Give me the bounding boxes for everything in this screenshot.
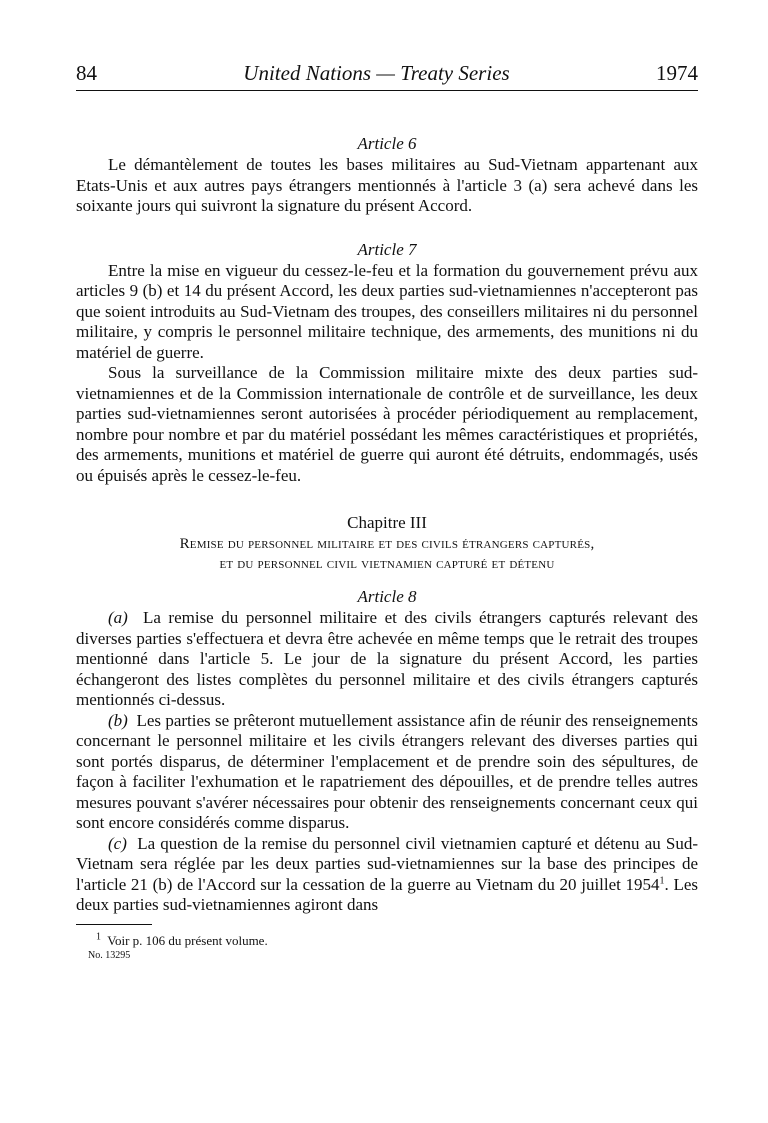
footnote	[76, 933, 698, 949]
article-7-paragraph-2: Sous la surveillance de la Commission militaire mixte des deux parties sud-vietnamiennes et de la Commission internationale de contrôle et de surveillance, les deux parties sud-vietnamiennes seront autorisées à procéder périodiquement au remplacement, nombre pour nombre et par du matériel possédant les mêmes caractéristiques et propriétés, des armements, munitions et matériel de guerre qui auront été détruits, endommagés, usés ou épuisés après le cessez-le-feu.	[76, 363, 698, 485]
article-8-paragraph-a	[76, 608, 698, 711]
article-7-paragraph-1: Entre la mise en vigueur du cessez-le-feu et la formation du gouvernement prévu aux articles 9 (b) et 14 du présent Accord, les deux parties sud-vietnamiennes n'accepteront pas que soient introduits au Sud-Vietnam des troupes, des conseillers militaires ni du personnel militaire, y compris le personnel militaire technique, des armements, des munitions ni du matériel de guerre.	[76, 260, 698, 362]
page-number: 84	[76, 61, 97, 85]
footnote-mark: 1	[96, 931, 101, 943]
article-8-paragraph-b	[76, 711, 698, 834]
series-title: United Nations — Treaty Series	[243, 61, 510, 85]
article-6-paragraph: Le démantèlement de toutes les bases militaires au Sud-Vietnam appartenant aux Etats-Unis et aux autres pays étrangers mentionnés à l'article 3 (a) sera achevé dans les soixante jours qui suivront la signature du présent Accord.	[76, 155, 698, 215]
paragraph-b-text: Les parties se prêteront mutuellement assistance afin de réunir des renseignements concernant le personnel militaire et les civils étrangers relevant des diverses parties qui sont portés disparus, de déterminer l'emplacement et de prendre soin des sépultures, de façon à faciliter l'exhumation et le rapatriement des dépouilles, et de prendre telles autres mesures pouvant s'avérer nécessaires pour obtenir des renseignements concernant ceux qui sont encore considérés comme disparus.	[76, 710, 699, 832]
footnote-reference: 1	[659, 874, 665, 886]
chapter-title: Chapitre III	[347, 513, 427, 532]
paragraph-c-label: (c)	[108, 833, 127, 853]
footnote-text: Voir p. 106 du présent volume.	[107, 932, 268, 948]
header-year: 1974	[655, 61, 698, 85]
treaty-number: No. 13295	[88, 949, 131, 961]
chapter-subtitle-line-1: Remise du personnel militaire et des civils étrangers capturés,	[179, 536, 595, 552]
paragraph-a-label: (a)	[108, 608, 128, 627]
article-6-title: Article 6	[357, 134, 417, 153]
paragraph-a-text: La remise du personnel militaire et des civils étrangers capturés relevant des diverses parties s'effectuera et devra être achevée en même temps que le retrait des troupes mentionné dans l'article 5. Le jour de la signature du présent Accord, les parties échangeront des listes complètes du personnel militaire et des civils étrangers capturés mentionnés ci-dessus.	[76, 608, 699, 709]
paragraph-c-text-start: La question de la remise du personnel civil vietnamien capturé et détenu au Sud-Vietnam sera réglée par les deux parties sud-vietnamiennes sur la base des principes de l'article 21 (b) de l'Accord sur la cessation de la guerre au Vietnam du 20 juillet 1954	[76, 833, 699, 894]
document-page	[76, 60, 698, 963]
article-7-title: Article 7	[357, 239, 417, 259]
paragraph-b-label: (b)	[108, 710, 128, 730]
chapter-subtitle-line-2: et du personnel civil vietnamien capturé et détenu	[219, 556, 555, 572]
paragraph-c-text-end: . Les deux parties sud-vietnamiennes agiront dans	[76, 874, 699, 914]
article-8-title: Article 8	[357, 587, 417, 606]
page-header	[76, 60, 698, 91]
article-8-paragraph-c	[76, 834, 698, 916]
